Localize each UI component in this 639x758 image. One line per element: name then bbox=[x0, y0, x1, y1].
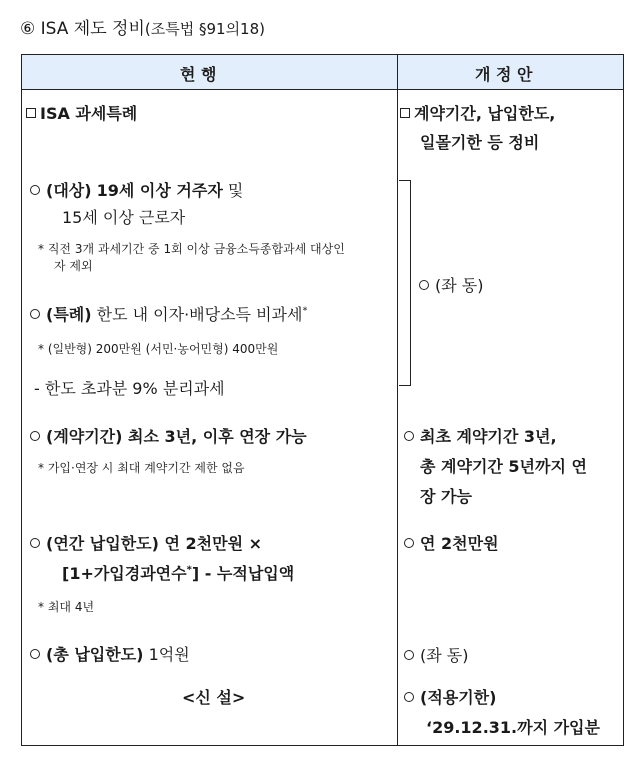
column-divider bbox=[397, 55, 398, 745]
circle-bullet-icon bbox=[30, 538, 40, 548]
target-note-1: * 직전 3개 과세기간 중 1회 이상 금융소득종합과세 대상인 bbox=[38, 242, 345, 256]
period-proposed: 최초 계약기간 3년, bbox=[404, 424, 557, 447]
target-note-2: 자 제외 bbox=[54, 259, 93, 273]
circle-bullet-icon bbox=[404, 538, 414, 548]
circle-bullet-icon bbox=[30, 649, 40, 659]
header-current: 현 행 bbox=[180, 65, 217, 84]
annual-proposed: 연 2천만원 bbox=[404, 531, 499, 554]
square-bullet-icon bbox=[400, 108, 410, 118]
period-proposed-3: 장 가능 bbox=[420, 487, 472, 506]
target-line2: 15세 이상 근로자 bbox=[62, 208, 186, 227]
circle-bullet-icon bbox=[419, 280, 429, 290]
sunset-item: (적용기한) bbox=[404, 685, 496, 708]
table-header bbox=[22, 55, 623, 90]
period-proposed-2: 총 계약기간 5년까지 연 bbox=[420, 457, 587, 476]
special-item: (특례) 한도 내 이자·배당소득 비과세* bbox=[30, 302, 307, 325]
circle-bullet-icon bbox=[404, 650, 414, 660]
circle-bullet-icon bbox=[30, 185, 40, 195]
total-item: (총 납입한도) 1억원 bbox=[30, 642, 190, 665]
circle-bullet-icon bbox=[404, 431, 414, 441]
right-section-heading: 계약기간, 납입한도, bbox=[400, 101, 555, 124]
sunset-value: ‘29.12.31.까지 가입분 bbox=[426, 718, 600, 737]
circle-bullet-icon bbox=[404, 692, 414, 702]
bracket bbox=[399, 180, 411, 386]
comparison-table bbox=[21, 54, 624, 746]
period-note: * 가입·연장 시 최대 계약기간 제한 없음 bbox=[38, 461, 245, 475]
same-item-2: (좌 동) bbox=[404, 643, 468, 666]
header-proposed: 개 정 안 bbox=[475, 65, 533, 84]
circle-bullet-icon bbox=[30, 309, 40, 319]
special-note: * (일반형) 200만원 (서민·농어민형) 400만원 bbox=[38, 342, 279, 356]
square-bullet-icon bbox=[26, 108, 36, 118]
target-item: (대상) 19세 이상 거주자 및 bbox=[30, 178, 243, 201]
annual-note: * 최대 4년 bbox=[38, 600, 95, 614]
section-title: ⑥ ISA 제도 정비(조특법 §91의18) bbox=[20, 19, 265, 39]
annual-item: (연간 납입한도) 연 2천만원 × bbox=[30, 531, 262, 554]
circle-bullet-icon bbox=[30, 431, 40, 441]
excess-item: - 한도 초과분 9% 분리과세 bbox=[34, 379, 225, 398]
left-section-heading: ISA 과세특례 bbox=[26, 101, 137, 124]
same-item-1: (좌 동) bbox=[419, 273, 483, 296]
period-item: (계약기간) 최소 3년, 이후 연장 가능 bbox=[30, 424, 307, 447]
annual-line2: [1+가입경과연수*] - 누적납입액 bbox=[62, 564, 295, 583]
right-section-line2: 일몰기한 등 정비 bbox=[420, 133, 540, 152]
new-provision: <신 설> bbox=[182, 688, 246, 707]
